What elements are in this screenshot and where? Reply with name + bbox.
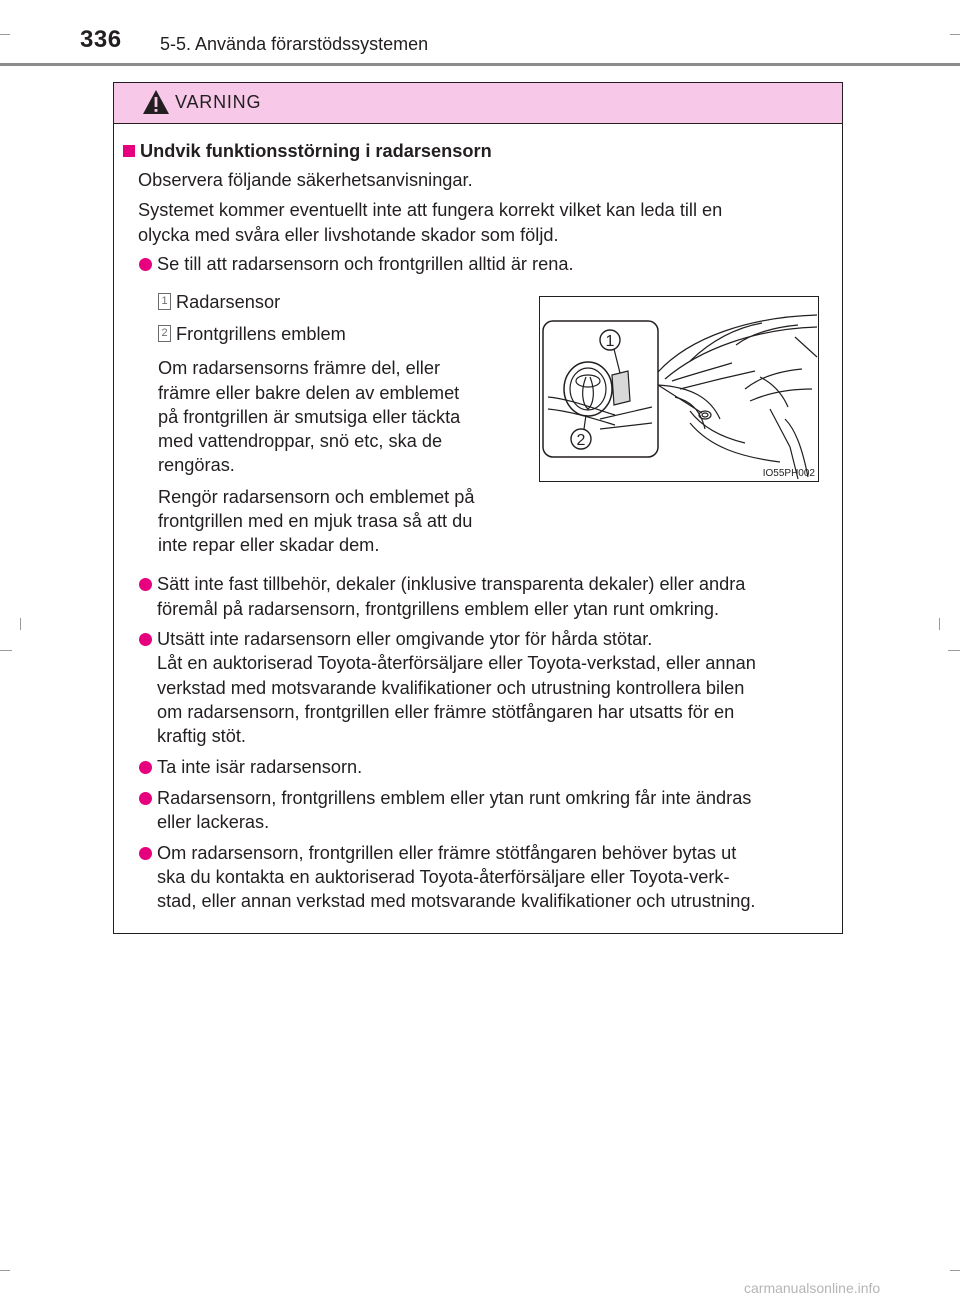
bullet-text: Se till att radarsensorn och frontgrillen alltid är rena.: [157, 254, 574, 274]
bullet-text-line: Sätt inte fast tillbehör, dekaler (inklusive transparenta dekaler) eller andra: [157, 574, 746, 594]
wipe-note-line: inte repar eller skadar dem.: [158, 535, 380, 555]
crop-mark: [939, 618, 940, 630]
bullet-text-line: Om radarsensorn, frontgrillen eller främre stötfångaren behöver bytas ut: [157, 843, 737, 863]
crop-mark: [950, 1270, 960, 1271]
intro-paragraph-line: Systemet kommer eventuellt inte att fungera korrekt vilket kan leda till en: [138, 200, 723, 220]
crop-mark: [0, 1270, 10, 1271]
clean-note-line: på frontgrillen är smutsiga eller täckta: [158, 407, 461, 427]
bullet-text-line: föremål på radarsensorn, frontgrillens emblem eller ytan runt omkring.: [157, 599, 720, 619]
bullet-dot: [139, 578, 152, 591]
warning-header: [114, 83, 842, 124]
clean-note-line: rengöras.: [158, 455, 235, 475]
bullet-text-line: Utsätt inte radarsensorn eller omgivande ytor för hårda stötar.: [157, 629, 653, 649]
bullet-text-line: Ta inte isär radarsensorn.: [157, 757, 363, 777]
bullet-text-line: om radarsensorn, frontgrillen eller främre stötfångaren har utsatts för en: [157, 702, 735, 722]
legend-label: Frontgrillens emblem: [176, 324, 346, 344]
bullet-text-line: kraftig stöt.: [157, 726, 246, 746]
section-title: 5-5. Använda förarstödssystemen: [160, 34, 429, 54]
figure-callout-2: 2: [576, 432, 586, 449]
legend-number-badge: 2: [158, 325, 171, 342]
clean-note-line: med vattendroppar, snö etc, ska de: [158, 431, 443, 451]
bullet-dot: [139, 761, 152, 774]
radar-sensor-figure: [539, 296, 819, 482]
crop-mark: [0, 650, 12, 651]
intro-paragraph-line: olycka med svåra eller livshotande skador som följd.: [138, 225, 559, 245]
figure-code: IO55PH002: [762, 468, 815, 479]
bullet-text-line: eller lackeras.: [157, 812, 270, 832]
warning-heading: Undvik funktionsstörning i radarsensorn: [140, 141, 492, 161]
bullet-dot: [139, 792, 152, 805]
header-rule: [0, 63, 960, 66]
bullet-dot: [139, 258, 152, 271]
crop-mark: [20, 618, 21, 630]
intro-text: Observera följande säkerhetsanvisningar.: [138, 170, 473, 190]
page-header: [0, 0, 960, 66]
legend-label: Radarsensor: [176, 292, 281, 312]
clean-note-line: Om radarsensorns främre del, eller: [158, 358, 441, 378]
heading-square-marker: [123, 145, 135, 157]
bullet-dot: [139, 847, 152, 860]
bullet-text-line: Radarsensorn, frontgrillens emblem eller ytan runt omkring får inte ändras: [157, 788, 752, 808]
bullet-text-line: Låt en auktoriserad Toyota-återförsäljare eller Toyota-verkstad, eller annan: [157, 653, 756, 673]
figure-callout-1: 1: [605, 333, 615, 350]
car-front-illustration: [540, 297, 818, 481]
page-number: 336: [80, 26, 122, 53]
warning-title: VARNING: [175, 92, 262, 112]
crop-mark: [948, 650, 960, 651]
wipe-note-line: frontgrillen med en mjuk trasa så att du: [158, 511, 473, 531]
bullet-text-line: verkstad med motsvarande kvalifikationer och utrustning kontrollera bilen: [157, 678, 745, 698]
legend-number-badge: 1: [158, 293, 171, 310]
warning-triangle-icon: [142, 89, 170, 115]
bullet-text-line: ska du kontakta en auktoriserad Toyota-återförsäljare eller Toyota-verk-: [157, 867, 730, 887]
wipe-note-line: Rengör radarsensorn och emblemet på: [158, 487, 475, 507]
watermark: carmanualsonline.info: [744, 1280, 881, 1296]
bullet-dot: [139, 633, 152, 646]
bullet-text-line: stad, eller annan verkstad med motsvarande kvalifikationer och utrustning.: [157, 891, 756, 911]
clean-note-line: främre eller bakre delen av emblemet: [158, 383, 460, 403]
